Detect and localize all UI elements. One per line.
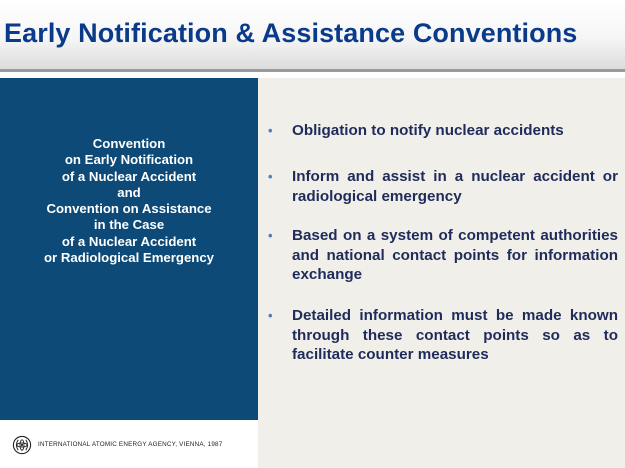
bullet-marker-icon: •	[268, 228, 273, 243]
bullet-list	[258, 78, 625, 468]
cover-title	[0, 136, 258, 266]
content-panel	[258, 78, 625, 468]
bullet-text: Inform and assist in a nuclear accident or radiological emergency	[292, 168, 618, 205]
cover-line: Convention on Assistance	[46, 201, 212, 217]
cover-footer	[0, 420, 258, 468]
cover-line: on Early Notification	[64, 152, 194, 168]
cover-line: Convention	[92, 136, 166, 151]
iaea-emblem-icon	[12, 435, 32, 455]
bullet-marker-icon: •	[268, 123, 273, 138]
cover-line: and	[117, 184, 141, 200]
cover-line: or Radiological Emergency	[43, 250, 215, 266]
bullet-text: Detailed information must be made known through these contact points so as to facilitate counter measures	[292, 307, 618, 363]
slide-title: Early Notification & Assistance Conventions	[4, 18, 578, 48]
cover-blue-panel	[0, 78, 258, 420]
convention-cover-image	[0, 78, 258, 468]
bullet-text: Based on a system of competent authorities and national contact points for information exchange	[292, 227, 618, 283]
cover-line: of a Nuclear Accident	[61, 233, 197, 249]
cover-line: of a Nuclear Accident	[61, 168, 197, 184]
bullet-marker-icon: •	[268, 169, 273, 184]
publisher-credit: INTERNATIONAL ATOMIC ENERGY AGENCY, VIENNA, 1987	[38, 441, 223, 448]
title-bar	[0, 0, 625, 72]
cover-line: in the Case	[93, 217, 165, 233]
bullet-marker-icon: •	[268, 308, 273, 323]
bullet-text: Obligation to notify nuclear accidents	[292, 122, 564, 139]
